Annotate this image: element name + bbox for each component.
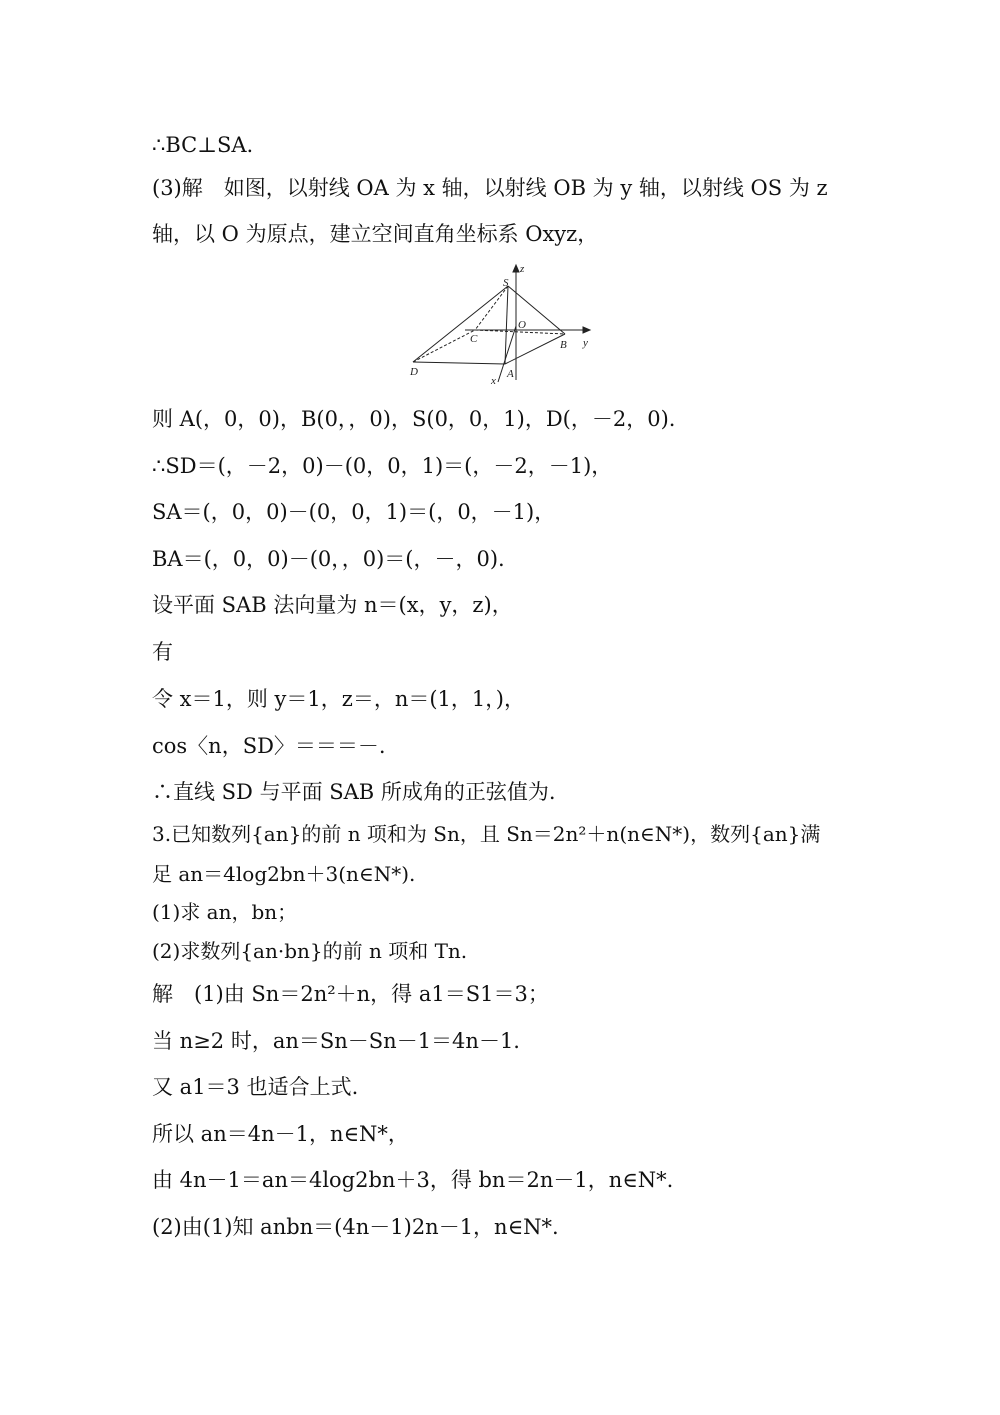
line-11: cos〈n，SD〉＝＝＝－. (152, 734, 386, 758)
line-9: 有 (152, 640, 173, 664)
line-13: 3.已知数列{an}的前 n 项和为 Sn，且 Sn＝2n²＋n(n∈N*)，数列{an}满 (152, 822, 821, 846)
coordinate-figure (405, 262, 595, 390)
label-S: S (503, 277, 509, 289)
label-B: B (560, 339, 567, 351)
line-22: (2)由(1)知 anbn＝(4n－1)2n－1，n∈N*. (152, 1215, 559, 1239)
y-arrow (583, 327, 590, 333)
line-5: ∴SD＝(，－2，0)－(0，0，1)＝(，－2，－1)， (152, 454, 613, 478)
z-arrow (513, 265, 519, 272)
line-3: 轴，以 O 为原点，建立空间直角坐标系 Oxyz， (152, 222, 599, 246)
line-17: 解 (1)由 Sn＝2n²＋n，得 a1＝S1＝3； (152, 982, 549, 1006)
line-10: 令 x＝1，则 y＝1，z＝，n＝(1，1，)， (152, 687, 525, 711)
line-4: 则 A(，0，0)，B(0，，0)，S(0，0，1)，D(，－2，0). (152, 407, 676, 431)
label-x: x (491, 375, 496, 387)
line-12: ∴直线 SD 与平面 SAB 所成角的正弦值为. (152, 780, 556, 804)
edge-DC (413, 330, 475, 362)
line-20: 所以 an＝4n－1，n∈N*， (152, 1122, 409, 1146)
line-15: (1)求 an，bn； (152, 900, 298, 924)
edge-DA (413, 362, 505, 364)
line-16: (2)求数列{an·bn}的前 n 项和 Tn. (152, 939, 468, 963)
line-7: BA＝(，0，0)－(0，，0)＝(，－，0). (152, 547, 505, 571)
line-8: 设平面 SAB 法向量为 n＝(x，y，z)， (152, 593, 513, 617)
line-18: 当 n≥2 时，an＝Sn－Sn－1＝4n－1. (152, 1029, 520, 1053)
label-A: A (507, 368, 514, 380)
label-O: O (518, 319, 526, 331)
line-19: 又 a1＝3 也适合上式. (152, 1075, 359, 1099)
label-z: z (520, 263, 525, 275)
label-C: C (470, 333, 478, 345)
edge-SD (413, 286, 508, 362)
line-1: ∴BC⊥SA. (152, 133, 254, 157)
line-21: 由 4n－1＝an＝4log2bn＋3，得 bn＝2n－1，n∈N*. (152, 1168, 674, 1192)
edge-AB (505, 334, 565, 364)
edge-SB (508, 286, 565, 334)
line-6: SA＝(，0，0)－(0，0，1)＝(，0，－1)， (152, 500, 556, 524)
label-y: y (583, 337, 588, 349)
label-D: D (410, 366, 418, 378)
line-14: 足 an＝4log2bn＋3(n∈N*). (152, 862, 416, 886)
line-2: (3)解 如图，以射线 OA 为 x 轴，以射线 OB 为 y 轴，以射线 OS 为 z (152, 176, 828, 200)
